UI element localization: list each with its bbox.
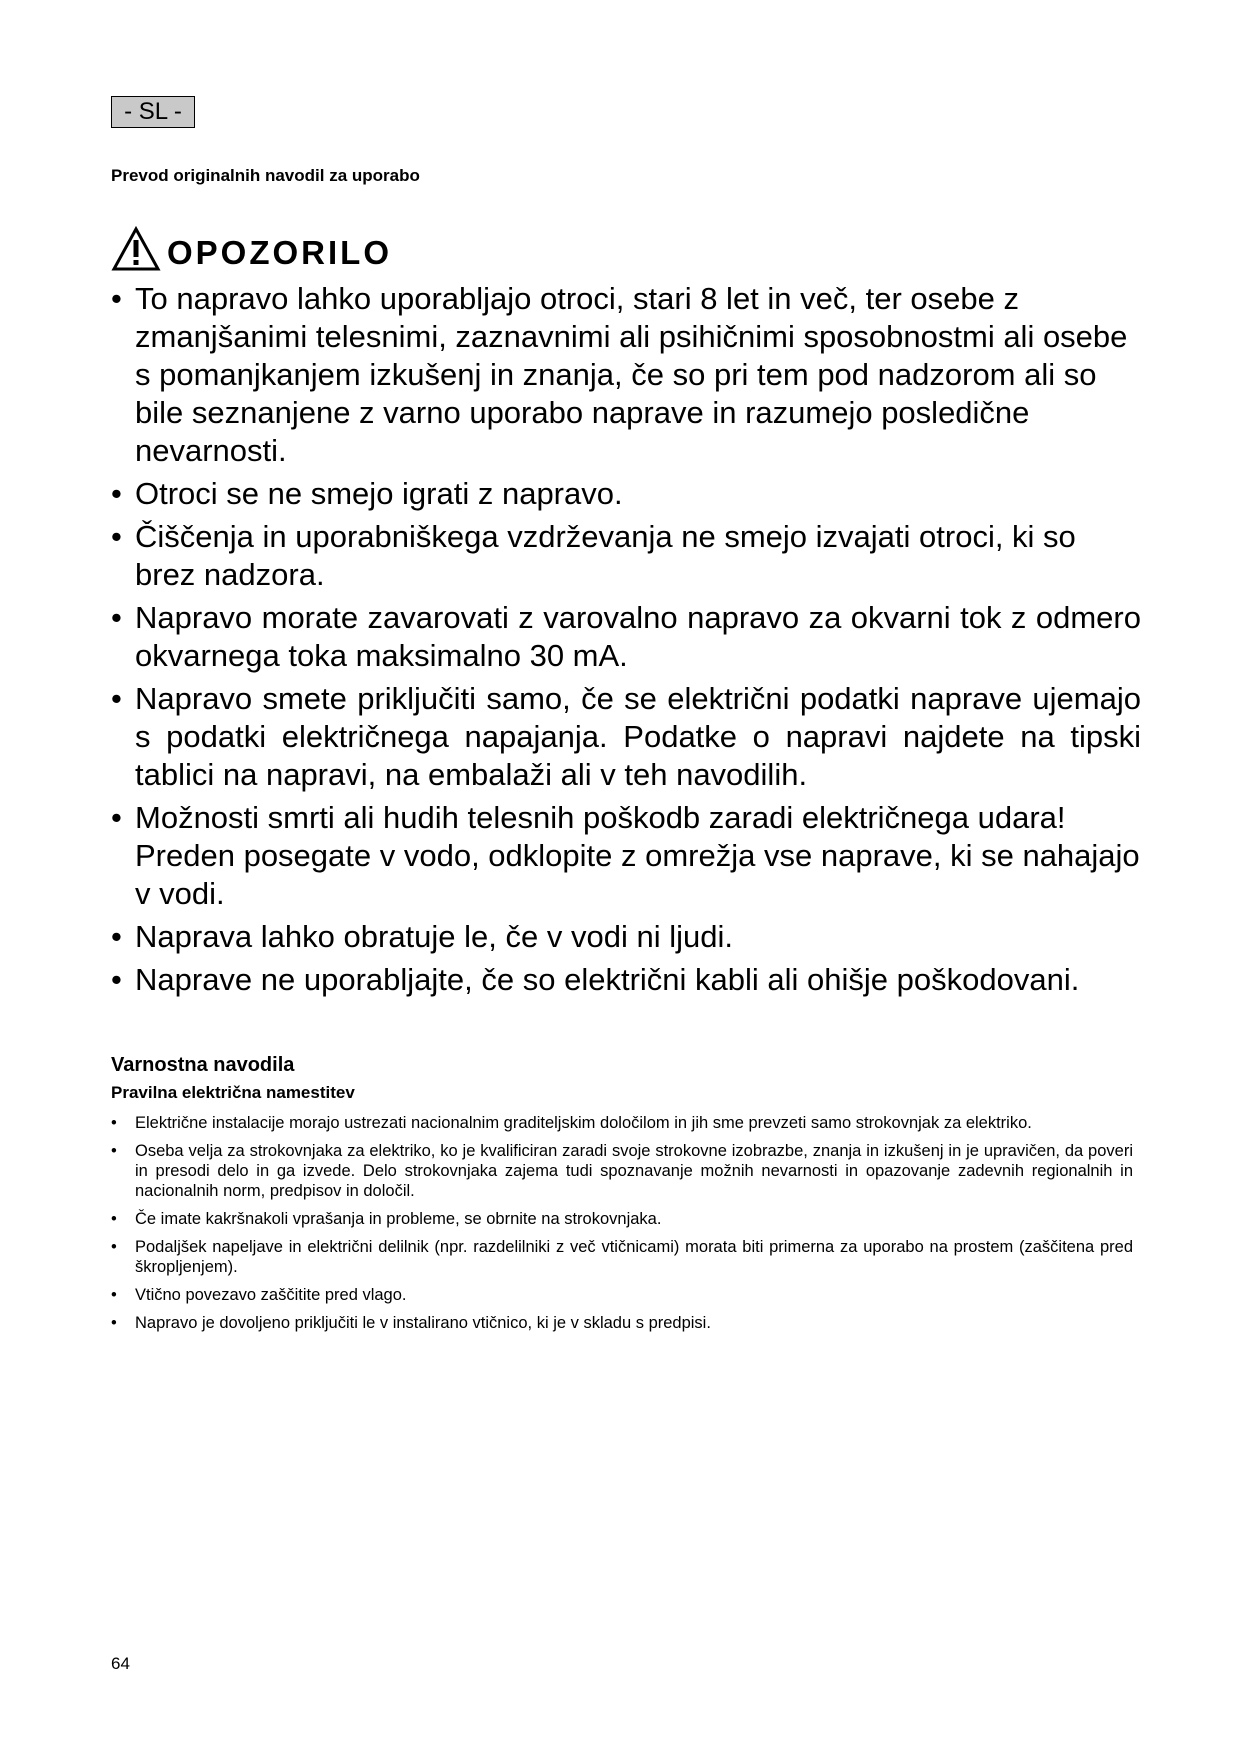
warning-item: • Napravo morate zavarovati z varovalno napravo za okvarni tok z odmero okvarnega toka maksimalno 30 mA. — [111, 599, 1141, 675]
document-subtitle: Prevod originalnih navodil za uporabo — [111, 166, 420, 185]
warning-title: OPOZORILO — [167, 234, 392, 271]
page-number: 64 — [111, 1654, 130, 1673]
warning-triangle-icon — [111, 226, 161, 272]
safety-item: • Oseba velja za strokovnjaka za elektriko, ko je kvalificiran zaradi svoje strokovne izobrazbe, znanja in izkušenj in je upravičen, da poveri in presodi delo in ga izvede. Delo strokovnjaka zajema tudi spoznavanje možnih nevarnosti in opazovanje zadevnih regionalnih in nacionalnih norm, predpisov in določil. — [111, 1141, 1133, 1201]
safety-list — [111, 1113, 1133, 1341]
warning-heading — [111, 218, 392, 272]
warning-item: • Naprave ne uporabljajte, če so električni kabli ali ohišje poškodovani. — [111, 961, 1141, 999]
safety-item: • Napravo je dovoljeno priključiti le v instalirano vtičnico, ki je v skladu s predpisi. — [111, 1313, 1133, 1333]
safety-subsection-title: Pravilna električna namestitev — [111, 1083, 355, 1102]
warning-item: • Naprava lahko obratuje le, če v vodi ni ljudi. — [111, 918, 1141, 956]
safety-item: • Vtično povezavo zaščitite pred vlago. — [111, 1285, 1133, 1305]
warning-item: • Možnosti smrti ali hudih telesnih poškodb zaradi električnega udara! Preden posegate v vodo, odklopite z omrežja vse naprave, ki se nahajajo v vodi. — [111, 799, 1141, 913]
warning-item: • Čiščenja in uporabniškega vzdrževanja ne smejo izvajati otroci, ki so brez nadzora. — [111, 518, 1141, 594]
safety-section-title: Varnostna navodila — [111, 1054, 295, 1076]
warning-list — [111, 280, 1141, 1004]
warning-item: • Otroci se ne smejo igrati z napravo. — [111, 475, 1141, 513]
language-tag: - SL - — [111, 96, 195, 128]
safety-item: • Če imate kakršnakoli vprašanja in probleme, se obrnite na strokovnjaka. — [111, 1209, 1133, 1229]
warning-item: • Napravo smete priključiti samo, če se električni podatki naprave ujemajo s podatki električnega napajanja. Podatke o napravi najdete na tipski tablici na napravi, na embalaži ali v teh navodilih. — [111, 680, 1141, 794]
safety-item: • Podaljšek napeljave in električni delilnik (npr. razdelilniki z več vtičnicami) morata biti primerna za uporabo na prostem (zaščitena pred škropljenjem). — [111, 1237, 1133, 1277]
safety-item: • Električne instalacije morajo ustrezati nacionalnim graditeljskim določilom in jih sme prevzeti samo strokovnjak za elektriko. — [111, 1113, 1133, 1133]
warning-item: • To napravo lahko uporabljajo otroci, stari 8 let in več, ter osebe z zmanjšanimi telesnimi, zaznavnimi ali psihičnimi sposobnostmi ali osebe s pomanjkanjem izkušenj in znanja, če so pri tem pod nadzorom ali so bile seznanjene z varno uporabo naprave in razumejo posledične nevarnosti. — [111, 280, 1141, 470]
